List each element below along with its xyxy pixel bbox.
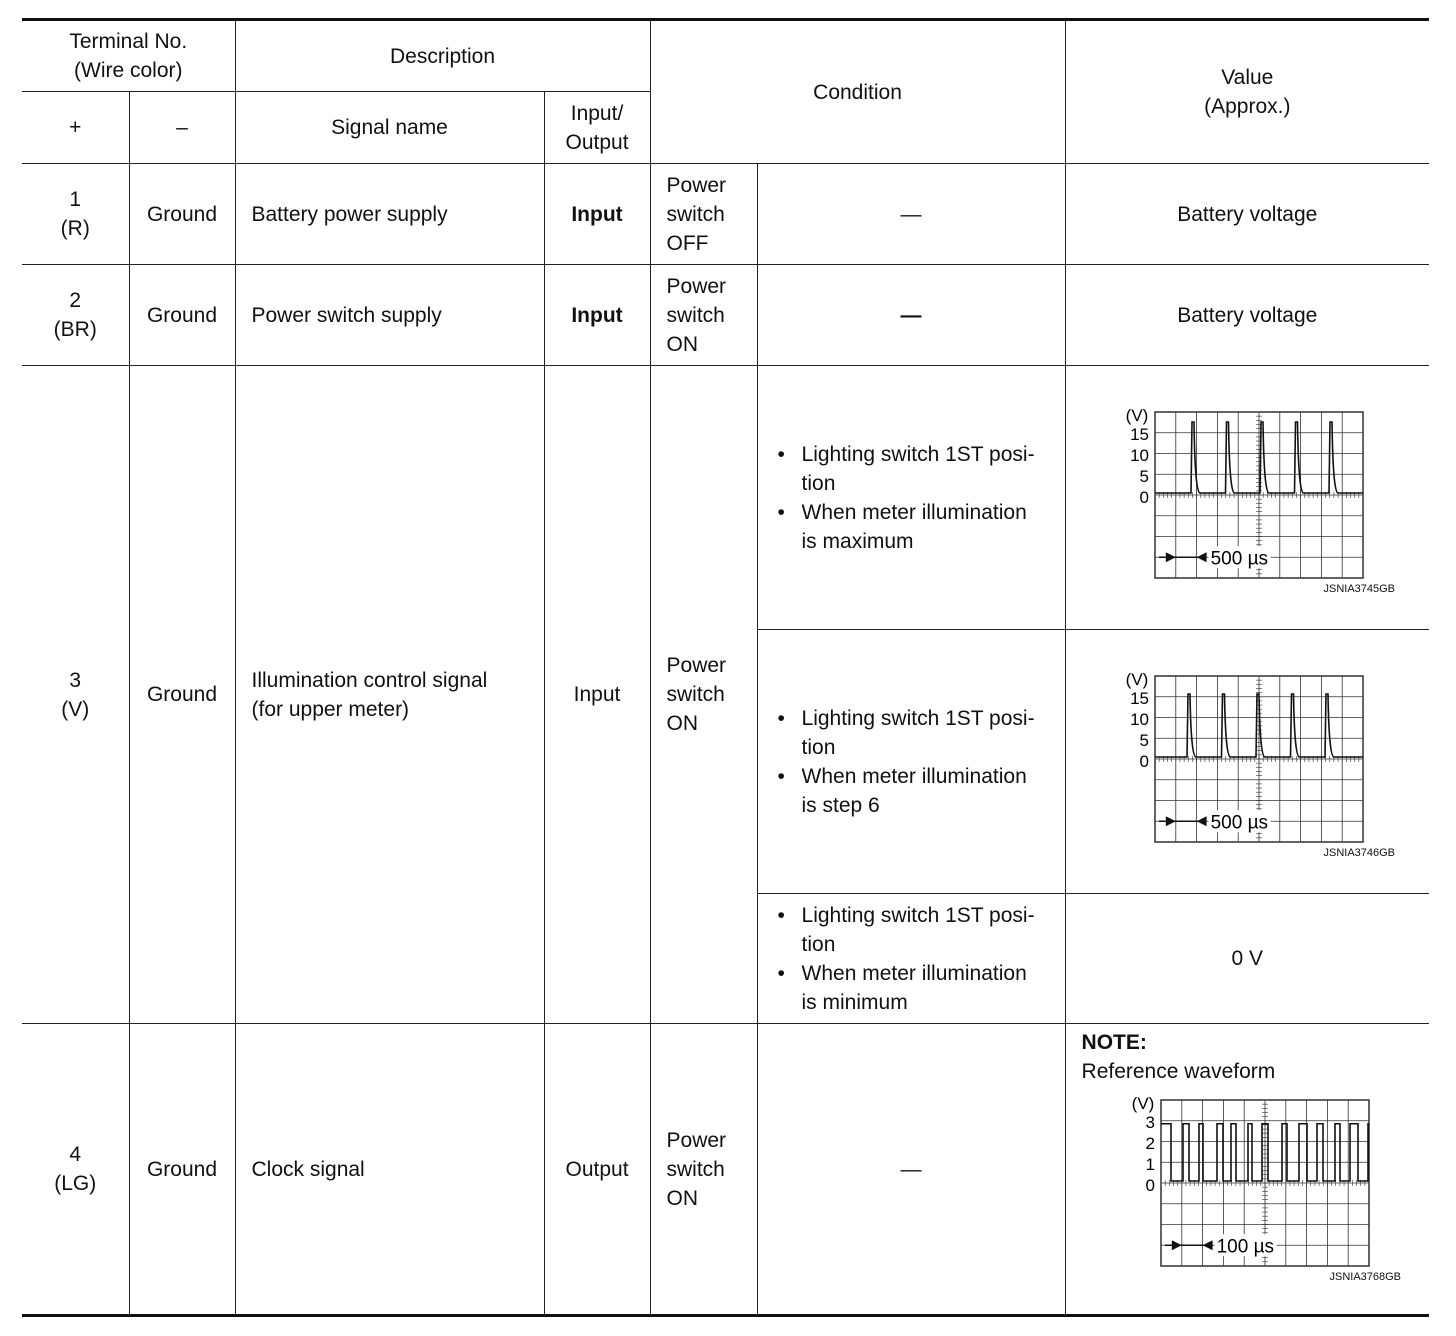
- time-base-label: 500 µs: [1210, 547, 1269, 569]
- header-description: Description: [235, 20, 650, 92]
- condition-bullet: • When meter illumination is step 6: [764, 762, 1051, 820]
- figure-code: JSNIA3746GB: [1323, 846, 1396, 859]
- table-row: [22, 265, 1429, 366]
- signal-name-cell: Power switch supply: [235, 265, 544, 366]
- tick-label: 15: [1130, 688, 1150, 708]
- condition-bullet: • When meter illumination is minimum: [764, 959, 1051, 1017]
- time-base-label: 100 µs: [1216, 1236, 1275, 1258]
- header-value: Value (Approx.): [1065, 20, 1429, 164]
- header-signal-name: Signal name: [235, 92, 544, 164]
- note-text: Reference waveform: [1081, 1060, 1276, 1083]
- arrow-right-icon: [1166, 552, 1176, 562]
- ground-cell: Ground: [129, 1024, 235, 1316]
- condition-detail-cell: [757, 894, 1065, 1024]
- value-cell: Battery voltage: [1065, 164, 1429, 265]
- value-cell: [1065, 366, 1429, 630]
- unit-label: (V): [1125, 405, 1149, 425]
- condition-bullet: • Lighting switch 1ST posi- tion: [764, 901, 1051, 959]
- waveform-graph: [1095, 664, 1395, 844]
- waveform-graph: [1095, 400, 1395, 580]
- condition-detail-cell: —: [757, 1024, 1065, 1316]
- value-cell: Battery voltage: [1065, 265, 1429, 366]
- arrow-right-icon: [1172, 1240, 1182, 1250]
- ground-cell: Ground: [129, 265, 235, 366]
- header-condition: Condition: [650, 20, 1065, 164]
- ground-cell: Ground: [129, 164, 235, 265]
- condition-detail-cell: —: [757, 265, 1065, 366]
- condition-bullet: • Lighting switch 1ST posi- tion: [764, 704, 1051, 762]
- condition-main-cell: Power switch OFF: [650, 164, 757, 265]
- io-cell: Output: [544, 1024, 650, 1316]
- value-cell: [1065, 630, 1429, 894]
- table-row: [22, 1024, 1429, 1316]
- header-input-output: Input/ Output: [544, 92, 650, 164]
- condition-detail-cell: [757, 630, 1065, 894]
- arrow-left-icon: [1197, 816, 1207, 826]
- table-row: [22, 164, 1429, 265]
- header-plus: +: [22, 92, 129, 164]
- io-cell: Input: [544, 164, 650, 265]
- tick-label: 5: [1139, 466, 1150, 486]
- value-cell: 0 V: [1065, 894, 1429, 1024]
- waveform-graph: [1101, 1088, 1401, 1268]
- unit-label: (V): [1131, 1094, 1155, 1113]
- condition-detail-cell: —: [757, 164, 1065, 265]
- terminal-spec-table: [22, 18, 1429, 1317]
- signal-name-cell: Illumination control signal (for upper meter): [235, 366, 544, 1024]
- tick-label: 10: [1130, 445, 1150, 465]
- tick-label: 0: [1139, 487, 1150, 507]
- figure-code: JSNIA3768GB: [1329, 1271, 1402, 1283]
- terminal-cell: 4 (LG): [22, 1024, 129, 1316]
- condition-main-cell: Power switch ON: [650, 265, 757, 366]
- io-cell: Input: [544, 265, 650, 366]
- note-title: NOTE:: [1081, 1031, 1147, 1054]
- terminal-cell: 1 (R): [22, 164, 129, 265]
- tick-label: 5: [1139, 730, 1150, 750]
- table-row: [22, 366, 1429, 630]
- value-cell: [1065, 1024, 1429, 1316]
- arrow-left-icon: [1197, 552, 1207, 562]
- condition-main-cell: Power switch ON: [650, 1024, 757, 1316]
- tick-label: 0: [1139, 751, 1150, 771]
- time-base-label: 500 µs: [1210, 811, 1269, 833]
- unit-label: (V): [1125, 669, 1149, 689]
- header-terminal-no: Terminal No. (Wire color): [22, 20, 235, 92]
- arrow-left-icon: [1203, 1240, 1213, 1250]
- tick-label: 15: [1130, 424, 1150, 444]
- signal-name-cell: Battery power supply: [235, 164, 544, 265]
- tick-label: 10: [1130, 709, 1150, 729]
- condition-bullet: • Lighting switch 1ST posi- tion: [764, 440, 1051, 498]
- tick-label: 1: [1145, 1155, 1156, 1174]
- io-cell: Input: [544, 366, 650, 1024]
- tick-label: 2: [1145, 1134, 1156, 1153]
- header-minus: –: [129, 92, 235, 164]
- terminal-cell: 2 (BR): [22, 265, 129, 366]
- tick-label: 3: [1145, 1113, 1156, 1132]
- signal-name-cell: Clock signal: [235, 1024, 544, 1316]
- condition-bullet: • When meter illumination is maximum: [764, 498, 1051, 556]
- ground-cell: Ground: [129, 366, 235, 1024]
- arrow-right-icon: [1166, 816, 1176, 826]
- condition-detail-cell: [757, 366, 1065, 630]
- figure-code: JSNIA3745GB: [1323, 582, 1396, 595]
- tick-label: 0: [1145, 1176, 1156, 1195]
- terminal-cell: 3 (V): [22, 366, 129, 1024]
- condition-main-cell: Power switch ON: [650, 366, 757, 1024]
